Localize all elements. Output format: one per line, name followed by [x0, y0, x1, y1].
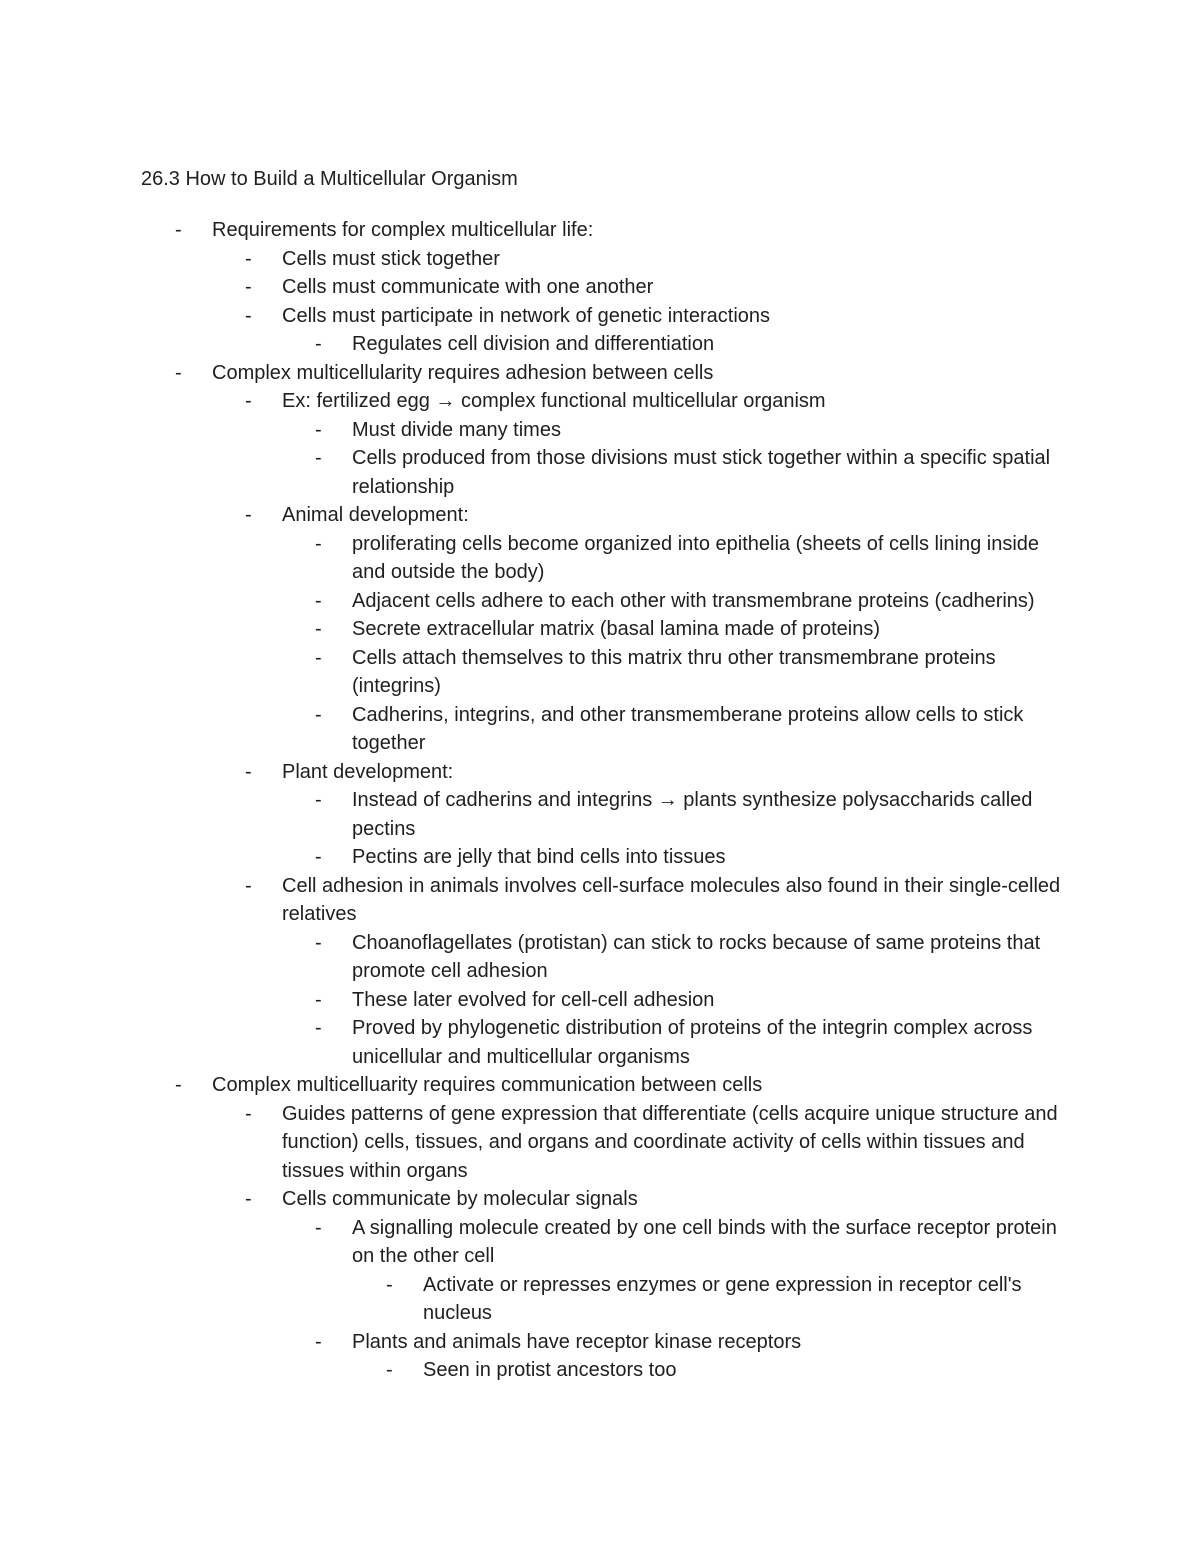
list-item-text: Guides patterns of gene expression that differentiate (cells acquire unique structure and function) cells, tissues, and organs and coordinate activity of cells within tissues and tissues within organs	[282, 1102, 1058, 1182]
list-item	[0, 843, 1200, 872]
list-item-text: Cells must participate in network of genetic interactions	[282, 304, 771, 327]
bullet-dash: -	[315, 1216, 322, 1239]
list-item-text: Cells communicate by molecular signals	[282, 1188, 638, 1210]
list-item	[0, 444, 1200, 501]
bullet-dash: -	[315, 789, 322, 811]
bullet-list	[0, 216, 1200, 1385]
list-item	[0, 1185, 1200, 1214]
list-item	[0, 758, 1200, 787]
page-title: 26.3 How to Build a Multicellular Organism	[141, 168, 518, 190]
list-item	[0, 786, 1200, 843]
bullet-dash: -	[315, 931, 322, 954]
bullet-dash: -	[175, 219, 182, 241]
list-item-text: These later evolved for cell-cell adhesion	[352, 988, 715, 1011]
bullet-dash: -	[315, 646, 322, 669]
list-item	[0, 273, 1200, 302]
bullet-dash: -	[315, 1330, 322, 1353]
list-item-text: Cells attach themselves to this matrix thru other transmembrane proteins (integrins)	[352, 646, 996, 697]
list-item-text: Complex multicellularity requires adhesion between cells	[212, 361, 714, 384]
list-item-text: Cell adhesion in animals involves cell-surface molecules also found in their single-celled relatives	[282, 874, 1061, 925]
list-item-text: Cells produced from those divisions must stick together within a specific spatial relationship	[352, 447, 1051, 498]
bullet-dash: -	[245, 390, 252, 412]
list-item-text: Choanoflagellates (protistan) can stick to rocks because of same proteins that promote cell adhesion	[352, 931, 1041, 982]
bullet-dash: -	[315, 447, 322, 469]
bullet-dash: -	[315, 418, 322, 441]
list-item	[0, 929, 1200, 986]
list-item	[0, 530, 1200, 587]
list-item-text: A signalling molecule created by one cell binds with the surface receptor protein on the other cell	[352, 1216, 1057, 1267]
bullet-dash: -	[315, 618, 322, 640]
bullet-dash: -	[245, 247, 252, 270]
list-item	[0, 587, 1200, 616]
bullet-dash: -	[315, 532, 322, 555]
list-item	[0, 359, 1200, 388]
list-item-text: Adjacent cells adhere to each other with transmembrane proteins (cadherins)	[352, 589, 1035, 612]
list-item	[0, 1214, 1200, 1271]
bullet-dash: -	[175, 1074, 182, 1096]
list-item-text: Plant development:	[282, 760, 454, 783]
bullet-dash: -	[315, 846, 322, 868]
bullet-dash: -	[315, 988, 322, 1011]
bullet-dash: -	[245, 276, 252, 298]
list-item-text: Complex multicelluarity requires communication between cells	[212, 1074, 763, 1096]
list-item-text: Plants and animals have receptor kinase receptors	[352, 1330, 802, 1353]
list-item-text: Ex: fertilized egg → complex functional multicellular organism	[282, 390, 826, 412]
list-item-text: Pectins are jelly that bind cells into tissues	[352, 846, 726, 868]
list-item-text: Instead of cadherins and integrins → plants synthesize polysaccharids called pectins	[352, 789, 1033, 840]
list-item	[0, 1356, 1200, 1385]
list-item	[0, 302, 1200, 331]
list-item-text: Secrete extracellular matrix (basal lamina made of proteins)	[352, 618, 880, 640]
bullet-dash: -	[175, 361, 182, 384]
bullet-dash: -	[315, 703, 322, 726]
list-item-text: Cells must stick together	[282, 247, 500, 270]
list-item-text: Proved by phylogenetic distribution of proteins of the integrin complex across unicellular and multicellular organisms	[352, 1017, 1033, 1068]
list-item	[0, 1271, 1200, 1328]
list-item-text: Cells must communicate with one another	[282, 276, 654, 298]
list-item	[0, 330, 1200, 359]
bullet-dash: -	[315, 1017, 322, 1039]
bullet-dash: -	[245, 1188, 252, 1210]
list-item	[0, 615, 1200, 644]
bullet-dash: -	[386, 1359, 393, 1381]
bullet-dash: -	[386, 1273, 393, 1296]
list-item-text: proliferating cells become organized into epithelia (sheets of cells lining inside and outside the body)	[352, 532, 1040, 583]
bullet-dash: -	[245, 1102, 252, 1125]
list-item-text: Regulates cell division and differentiation	[352, 333, 715, 355]
bullet-dash: -	[245, 504, 252, 526]
list-item	[0, 872, 1200, 929]
list-item	[0, 387, 1200, 416]
bullet-dash: -	[315, 333, 322, 355]
list-item	[0, 501, 1200, 530]
list-item	[0, 245, 1200, 274]
bullet-dash: -	[245, 304, 252, 327]
list-item	[0, 1071, 1200, 1100]
list-item-text: Must divide many times	[352, 418, 561, 441]
list-item-text: Animal development:	[282, 504, 469, 526]
list-item	[0, 986, 1200, 1015]
bullet-dash: -	[245, 874, 252, 897]
bullet-dash: -	[245, 760, 252, 783]
list-item-text: Cadherins, integrins, and other transmemberane proteins allow cells to stick together	[352, 703, 1024, 754]
bullet-dash: -	[315, 589, 322, 612]
list-item	[0, 1100, 1200, 1186]
list-item	[0, 216, 1200, 245]
list-item	[0, 701, 1200, 758]
list-item-text: Requirements for complex multicellular life:	[212, 219, 594, 241]
list-item	[0, 416, 1200, 445]
list-item	[0, 1328, 1200, 1357]
list-item-text: Seen in protist ancestors too	[423, 1359, 677, 1381]
list-item	[0, 644, 1200, 701]
list-item	[0, 1014, 1200, 1071]
list-item-text: Activate or represses enzymes or gene expression in receptor cell's nucleus	[423, 1273, 1022, 1324]
